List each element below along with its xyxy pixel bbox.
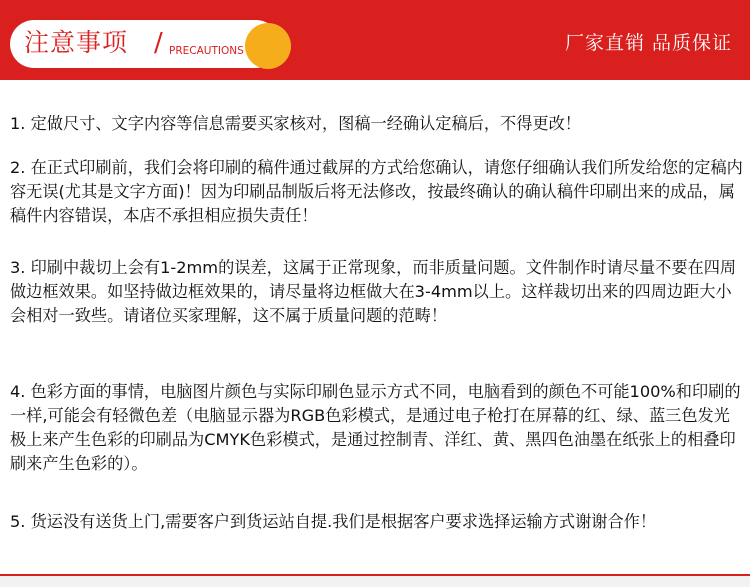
note-5: 5. 货运没有送货上门,需要客户到货运站自提.我们是根据客户要求选择运输方式谢谢合作！: [10, 512, 657, 531]
section-title: 注意事项: [24, 28, 129, 57]
header-banner: [0, 0, 750, 80]
note-1: 1. 定做尺寸、文字内容等信息需要买家核对，图稿一经确认定稿后，不得更改！: [10, 114, 581, 133]
note-3: 3. 印刷中裁切上会有1-2mm的误差，这属于正常现象，而非质量问题。文件制作时请尽量不要在四周做边框效果。如坚持做边框效果的，请尽量将边框做大在3-4mm以上。这样裁切出来的四周边距大小会相对一致些。请诸位买家理解，这不属于质量问题的范畴！: [10, 258, 737, 325]
bottom-strip: [0, 576, 750, 587]
section-subtitle: PRECAUTIONS: [169, 45, 244, 57]
slogan: 厂家直销 品质保证: [564, 32, 732, 54]
note-2: 2. 在正式印刷前，我们会将印刷的稿件通过截屏的方式给您确认，请您仔细确认我们所发给您的定稿内容无误(尤其是文字方面)！因为印刷品制版后将无法修改，按最终确认的确认稿件印刷出来的成品，属稿件内容错误，本店不承担相应损失责任！: [10, 158, 743, 225]
title-pill: [10, 20, 280, 68]
decorative-circle-icon: [245, 23, 291, 69]
note-4: 4. 色彩方面的事情，电脑图片颜色与实际印刷色显示方式不同，电脑看到的颜色不可能100%和印刷的一样,可能会有轻微色差（电脑显示器为RGB色彩模式，是通过电子枪打在屏幕的红、绿、蓝三色发光极上来产生色彩的印刷品为CMYK色彩模式，是通过控制青、洋红、黄、黑四色油墨在纸张上的相叠印刷来产生色彩的）。: [10, 382, 741, 473]
title-slash: /: [154, 28, 163, 58]
